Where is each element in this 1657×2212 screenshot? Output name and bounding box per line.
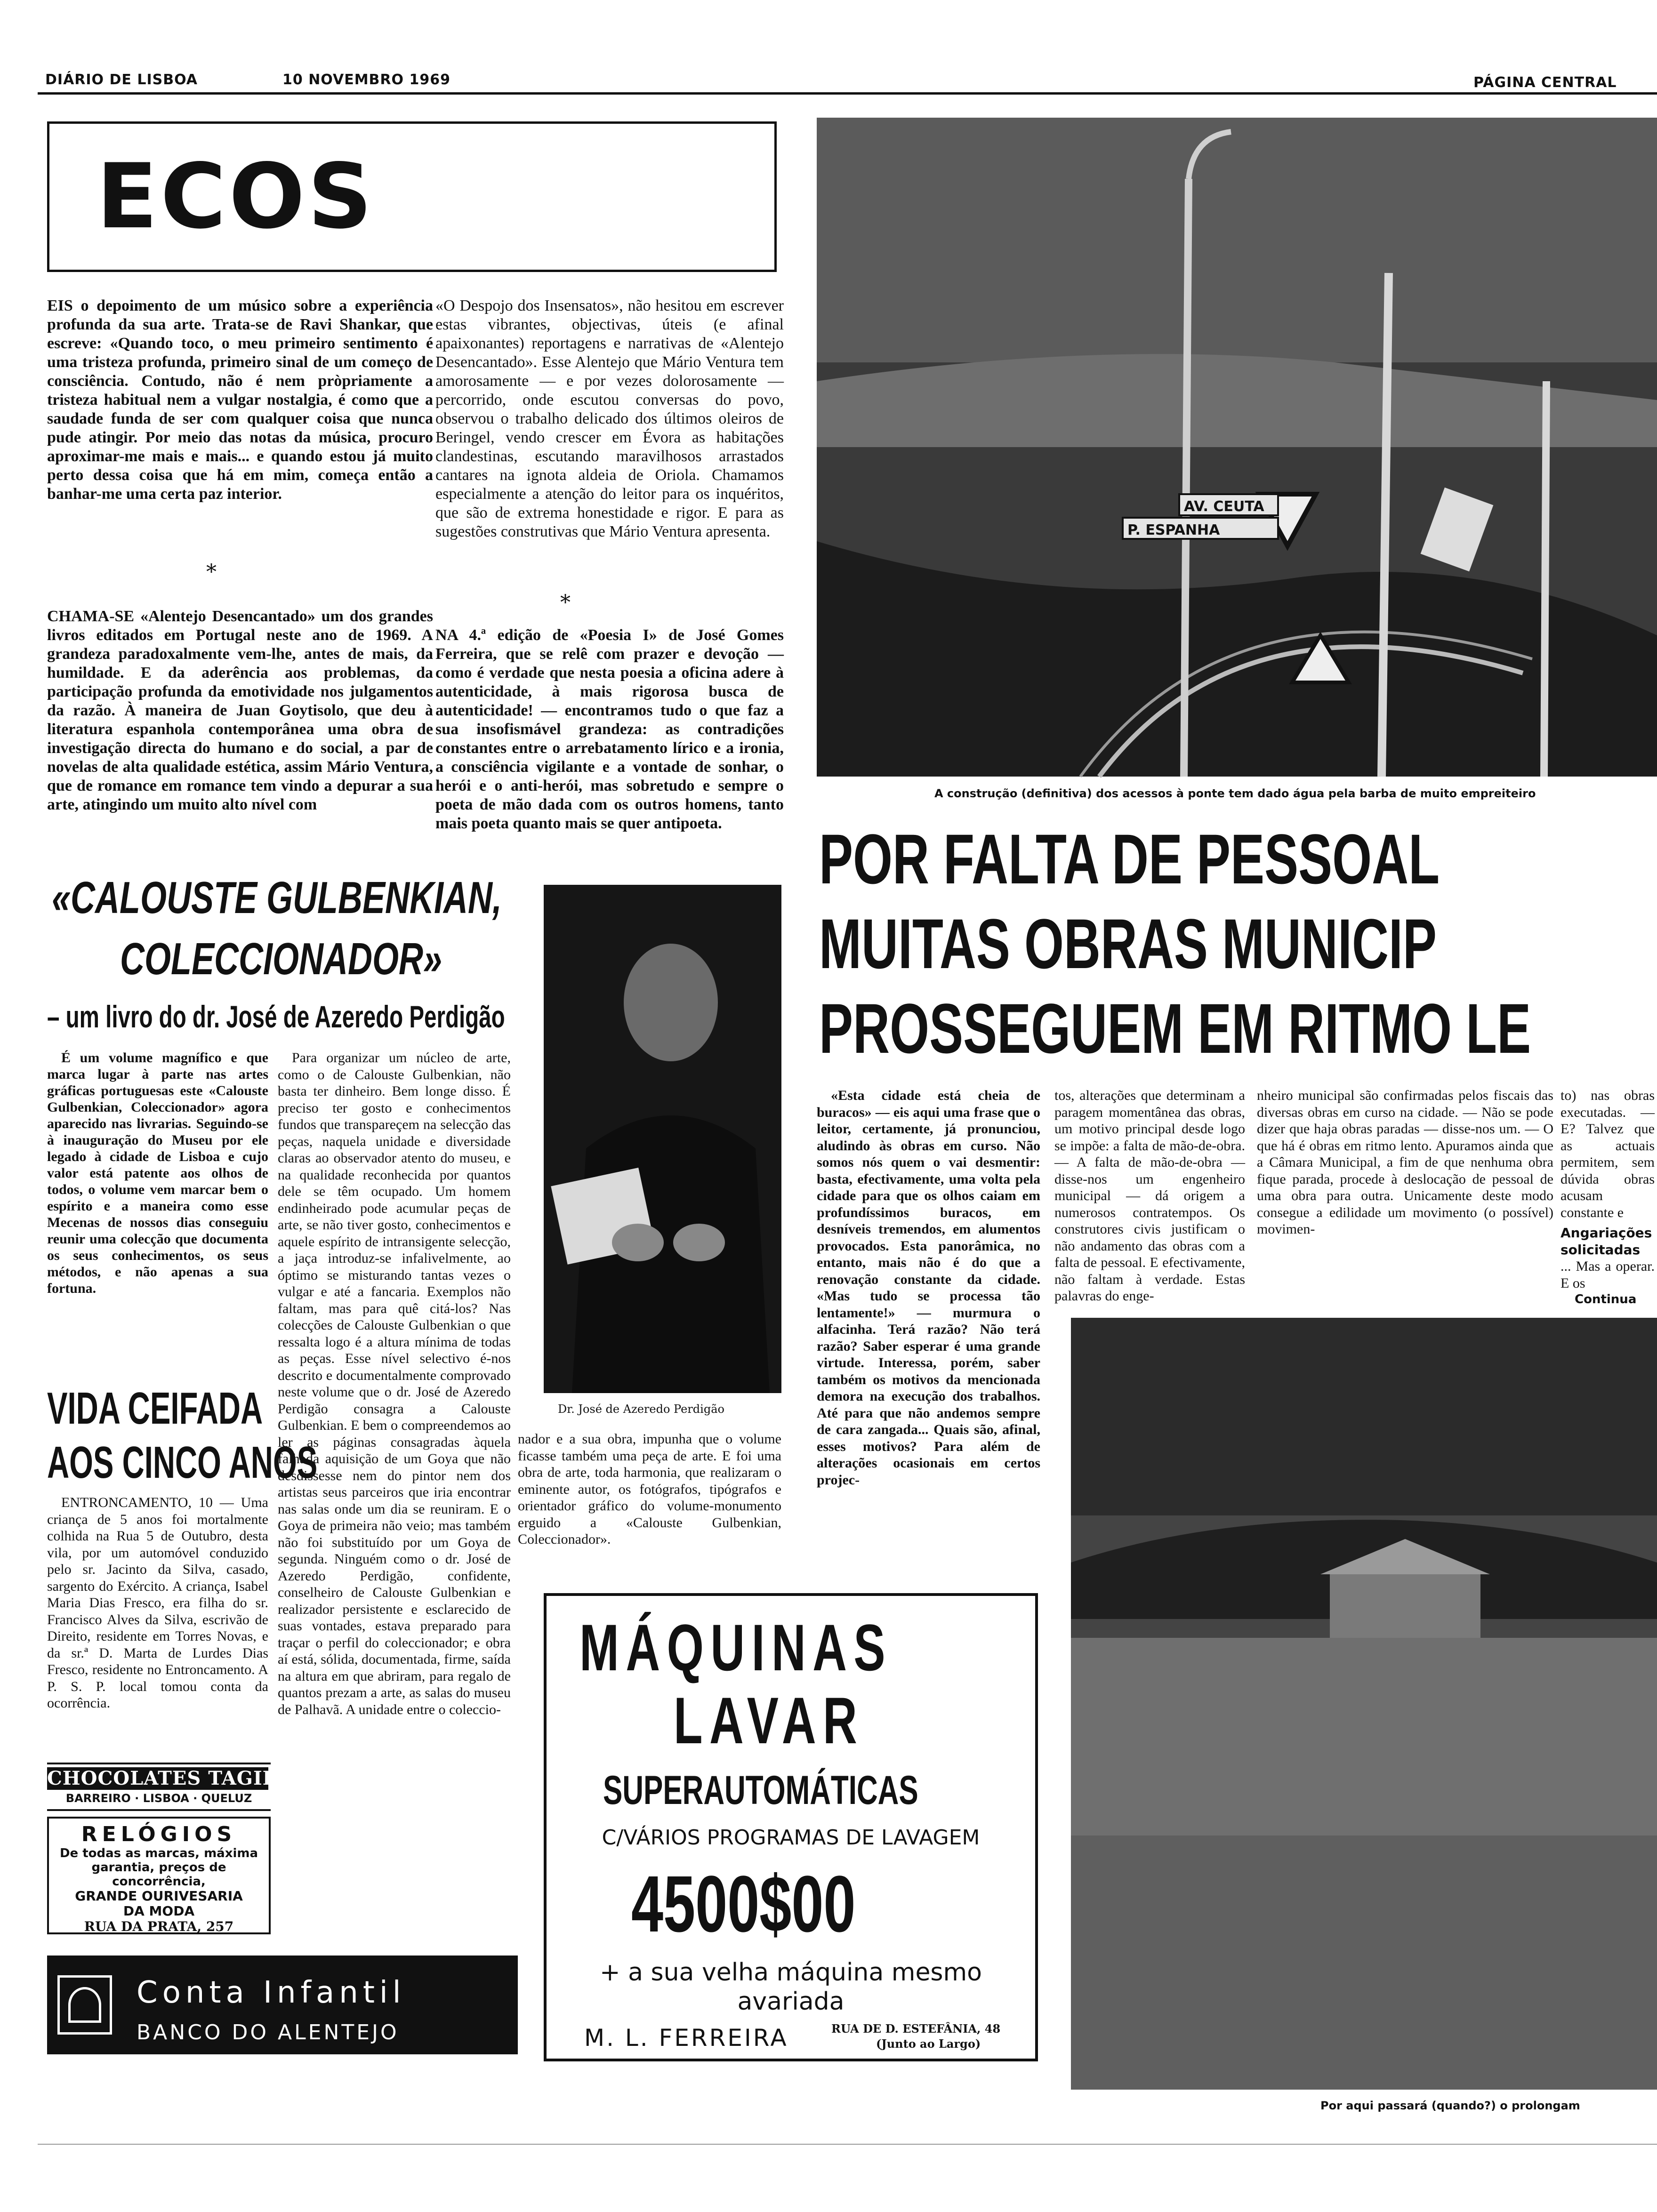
ad-maquinas-line-3: SUPERAUTOMÁTICAS <box>603 1768 918 1813</box>
photo-road-scene <box>817 118 1657 777</box>
sign-av-ceuta: AV. CEUTA <box>1184 498 1264 515</box>
footer-rule <box>38 2144 1657 2145</box>
ecos-item-alentejo: CHAMA-SE «Alentejo Desencantado» um dos grandes livros editados em Portugal neste ano de 1969. A grandeza paradoxalmente vem-lhe, antes de mais, da humildade. E da aderência aos problemas, da participação profunda da emotividade nos julgamentos da razão. À maneira de Juan Goytisolo, que deu à literatura espanhola contemporânea uma obra de investigação directa do humano e do social, a par de novelas de alta qualidade estética, assim Mário Ventura, que de romance em romance tem vindo a depurar a sua arte, atingindo um muito alto nível com <box>47 608 433 813</box>
obras-col-4: to) nas obras executadas. — E? Talvez que as actuais permitem, sem dúvida obras acusam constante e Angariações solicitadas ... Mas a operar. E os Continua <box>1560 1087 1655 1308</box>
header-rule <box>38 92 1657 95</box>
vida-title-1: VIDA CEIFADA <box>47 1383 263 1434</box>
photo-field-scene <box>1071 1318 1657 2090</box>
obras-col-2: tos, alterações que determinam a paragem momentânea das obras, um motivo principal desde logo se impõe: a falta de mão-de-obra. — A falta de mão-de-obra — disse-nos um engenheiro municipal — dá origem a numerosos contratempos. Os construtores civis justificam o não andamento das obras com a falta de pessoal. E efectivamente, não faltam à verdade. Estas palavras do enge- <box>1054 1088 1245 1304</box>
photo-perdigao-caption: Dr. José de Azeredo Perdigão <box>558 1403 724 1416</box>
gulbenkian-subtitle: – um livro do dr. José de Azeredo Perdigão <box>47 999 505 1034</box>
ad-maquinas-address-2: (Junto ao Largo) <box>876 2037 981 2051</box>
gulbenkian-title-1: «CALOUSTE GULBENKIAN, <box>52 873 502 923</box>
photo-perdigao-portrait <box>544 885 781 1393</box>
ad-conta-title: Conta Infantil <box>137 1975 406 2010</box>
bank-logo-icon <box>57 1975 112 2035</box>
ad-maquinas-line-4: C/VÁRIOS PROGRAMAS DE LAVAGEM <box>602 1826 980 1850</box>
ad-relogios-shop: GRANDE OURIVESARIA DA MODA <box>75 1888 243 1919</box>
photo-construction-field <box>1071 1318 1657 2090</box>
obras-continua: Continua <box>1575 1292 1637 1306</box>
ad-chocolates-title: CHOCOLATES TAGIDES <box>47 1767 308 1789</box>
masthead-name: DIÁRIO DE LISBOA <box>45 72 198 88</box>
ad-maquinas-line-5: + a sua velha máquina mesmo <box>600 1958 982 1987</box>
headline-line-2: MUITAS OBRAS MUNICIP <box>819 904 1437 983</box>
ad-relogios <box>47 1817 271 1934</box>
gulbenkian-col-3: nador e a sua obra, impunha que o volume ficasse também uma peça de arte. E foi uma obra de arte, toda harmonia, que realizaram o eminente autor, os fotógrafos, tipógrafos e orientador gráfico do volume-monumento erguido a «Calouste Gulbenkian, Coleccionador». <box>518 1431 781 1547</box>
ad-maquinas-shop: M. L. FERREIRA <box>584 2024 788 2052</box>
ad-chocolates-sub: BARREIRO · LISBOA · QUELUZ <box>65 1792 252 1805</box>
ecos-title: ECOS <box>97 144 375 248</box>
photo-road-access <box>817 118 1657 777</box>
ad-maquinas <box>544 1593 1038 2061</box>
photo-road-caption: A construção (definitiva) dos acessos à ponte tem dado água pela barba de muito empreiteiro <box>934 787 1536 800</box>
ecos-star-1: * <box>206 560 217 584</box>
obras-col-3: nheiro municipal são confirmadas pelos fiscais das diversas obras em curso na cidade. — Não se pode dizer que haja obras paradas — disse-nos um. — O que há é obras em ritmo lento. Apuramos ainda que a Câmara Municipal, a fim de que nenhuma obra fique parada, procede à deslocação de pessoal de uma obra para outra. Unicamente deste modo consegue a edilidade um movimento (o possível) movimen- <box>1257 1088 1553 1237</box>
ad-conta-bank: BANCO DO ALENTEJO <box>137 2020 399 2044</box>
headline-line-1: POR FALTA DE PESSOAL <box>819 819 1440 898</box>
photo-field-caption: Por aqui passará (quando?) o prolongam <box>1320 2099 1580 2112</box>
page-label: PÁGINA CENTRAL <box>1473 74 1617 91</box>
issue-date: 10 NOVEMBRO 1969 <box>282 72 450 88</box>
ad-maquinas-line-6: avariada <box>737 1988 845 2016</box>
ecos-item-poesia: NA 4.ª edição de «Poesia I» de José Gomes Ferreira, que se relê com prazer e devoção — como é verdade que nesta poesia a oficina adere à autenticidade, à mais rigorosa busca de autenticidade! — encontramos tudo o que faz a sua insofismável grandeza: as contradições constantes entre o arrebatamento lírico e a ironia, a consciência vigilante e a vontade de sonhar, o herói e o anti-herói, mas sobretudo e sempre o poeta de mão dada com os outros homens, tanto mais poeta quanto mais se quer antipoeta. <box>435 626 784 832</box>
photo-perdigao <box>544 885 781 1393</box>
vida-text: ENTRONCAMENTO, 10 — Uma criança de 5 anos foi mortalmente colhida na Rua 5 de Outubro, desta vila, por um automóvel conduzido pelo sr. Jacinto da Silva, casado, sargento do Exército. A criança, Isabel Maria Dias Fresco, era filha do sr. Francisco Alves da Silva, escrivão de Direito, residente em Torres Novas, e da sr.ª D. Marta de Lurdes Dias Fresco, residente no Entroncamento. A P. S. P. local tomou conta da ocorrência. <box>47 1495 268 1711</box>
ad-maquinas-line-2: LAVAR <box>674 1683 864 1757</box>
ecos-title-box <box>47 121 777 272</box>
sign-p-espanha: P. ESPANHA <box>1127 522 1220 538</box>
ad-relogios-text: De todas as marcas, máxima garantia, preços de concorrência, <box>59 1846 258 1889</box>
ad-relogios-title: RELÓGIOS <box>81 1822 237 1846</box>
ad-maquinas-line-1: MÁQUINAS <box>579 1611 892 1684</box>
ad-maquinas-price: 4500$00 <box>631 1859 856 1949</box>
ecos-star-2: * <box>560 591 571 615</box>
gulbenkian-title-2: COLECCIONADOR» <box>120 934 442 984</box>
gulbenkian-col-2: Para organizar um núcleo de arte, como o de Calouste Gulbenkian, não basta ter dinheiro. Bem longe disso. É preciso ter gosto e conhecimentos fundos que transpareçem na selecção das peças, naquela unidade e diversidade claras ao observador atento do museu, e na qualidade reconhecida por quantos dele se têm ocupado. Um homem endinheirado pode acumular peças de arte, se não tiver gosto, conhecimentos e aquele espírito de intransigente selecção, a jaça introduz-se infalivelmente, ao óptimo se misturando tantas vezes o vulgar e até a fancaria. Exemplos não faltam, mas para quê citá-los? Nas colecções de Calouste Gulbenkian o que ressalta logo é a altura mínima de todas as peças. Esse nível selectivo é-nos descrito e documentalmente comprovado neste volume que o dr. José de Azeredo Perdigão consagra a Calouste Gulbenkian. E bem o compreendemos ao ler as páginas consagradas àquela falhada aquisição de um Goya que não desdissesse nem do pintor nem dos artistas seus parceiros que iria encontrar nas salas onde um dia se reuniram. E o Goya de primeira não veio; mas também não foi substituído por um Goya de segunda. Ninguém como o dr. José de Azeredo Perdigão, confidente, conselheiro de Calouste Gulbenkian e realizador persistente e esclarecido de suas vontades, estava preparado para traçar o perfil do coleccionador; e obra aí está, sólida, documentada, firme, saída na altura em que abriram, para regalo de quantos prezam a arte, as salas do museu de Palhavã. A unidade entre o coleccio- <box>278 1050 511 1717</box>
ad-chocolates <box>47 1763 308 1811</box>
obras-col-1: «Esta cidade está cheia de buracos» — eis aqui uma frase que o leitor, certamente, já pronunciou, aludindo às obras em curso. Não somos nós quem o vai desmentir: basta, efectivamente, uma volta pela cidade para que os olhos caiam em profundíssimos buracos, em desníveis tremendos, em alumentos provocados. Esta panorâmica, no entanto, mais não é do que a renovação constante da cidade. «Mas tudo se processa tão lentamente!» — murmura o alfacinha. Terá razão? Não terá razão? Saber esperar é uma grande virtude. Interessa, porém, saber também os motivos da mencionada demora na execução dos trabalhos. Até para que não andemos sempre de cara zangada... Quais são, afinal, esses motivos? Para além de alterações ocasionais em certos projec- <box>817 1088 1040 1488</box>
ecos-item-shankar: EIS o depoimento de um músico sobre a experiência profunda da sua arte. Trata-se de Ravi Shankar, que escreve: «Quando toco, o meu primeiro sentimento é uma tristeza profunda, primeiro sinal de um começo de consciência. Contudo, não é nem pròpriamente a tristeza habitual nem a vulgar nostalgia, é como que a saudade funda de ser com qualquer coisa que nunca pude atingir. Por meio das notas da música, procuro aproximar-me mais e mais... e quando estou já muito perto dessa coisa que há em mim, começa então a banhar-me uma certa paz interior. <box>47 297 433 503</box>
gulbenkian-col-1: É um volume magnífico e que marca lugar à parte nas artes gráficas portuguesas este «Calouste Gulbenkian, Coleccionador» agora aparecido nas livrarias. Seguindo-se à inauguração do Museu por ele legado à cidade de Lisboa e cujo valor está patente aos olhos de todos, o volume vem marcar bem o espírito e a maneira como esse Mecenas de nossos dias conseguiu reunir uma colecção que documenta os seus conhecimentos, os seus métodos, e não apenas a sua fortuna. <box>47 1050 268 1296</box>
ad-relogios-address: RUA DA PRATA, 257 <box>84 1919 234 1934</box>
ecos-item-alentejo-cont: «O Despojo dos Insensatos», não hesitou em escrever estas vibrantes, objectivas, úteis (e afinal apaixonantes) reportagens e narrativas de «Alentejo Desencantado». Esse Alentejo que Mário Ventura tem amorosamente — e por vezes dolorosamente — percorrido, onde escutou conversas do povo, observou o trabalho delicado dos últimos oleiros de Beringel, vendo crescer em Évora as habitações clandestinas, escutando maravilhosos arrastados cantares na ignota aldeia de Oriola. Chamamos especialmente a atenção do leitor para os inquéritos, que são de extrema honestidade e rigor. E para as sugestões construtivas que Mário Ventura apresenta. <box>435 297 784 540</box>
headline-line-3: PROSSEGUEM EM RITMO LE <box>819 989 1531 1068</box>
vida-title-2: AOS CINCO ANOS <box>47 1437 318 1488</box>
ad-conta-infantil <box>47 1956 518 2054</box>
ad-maquinas-address-1: RUA DE D. ESTEFÂNIA, 48 <box>831 2022 1001 2036</box>
